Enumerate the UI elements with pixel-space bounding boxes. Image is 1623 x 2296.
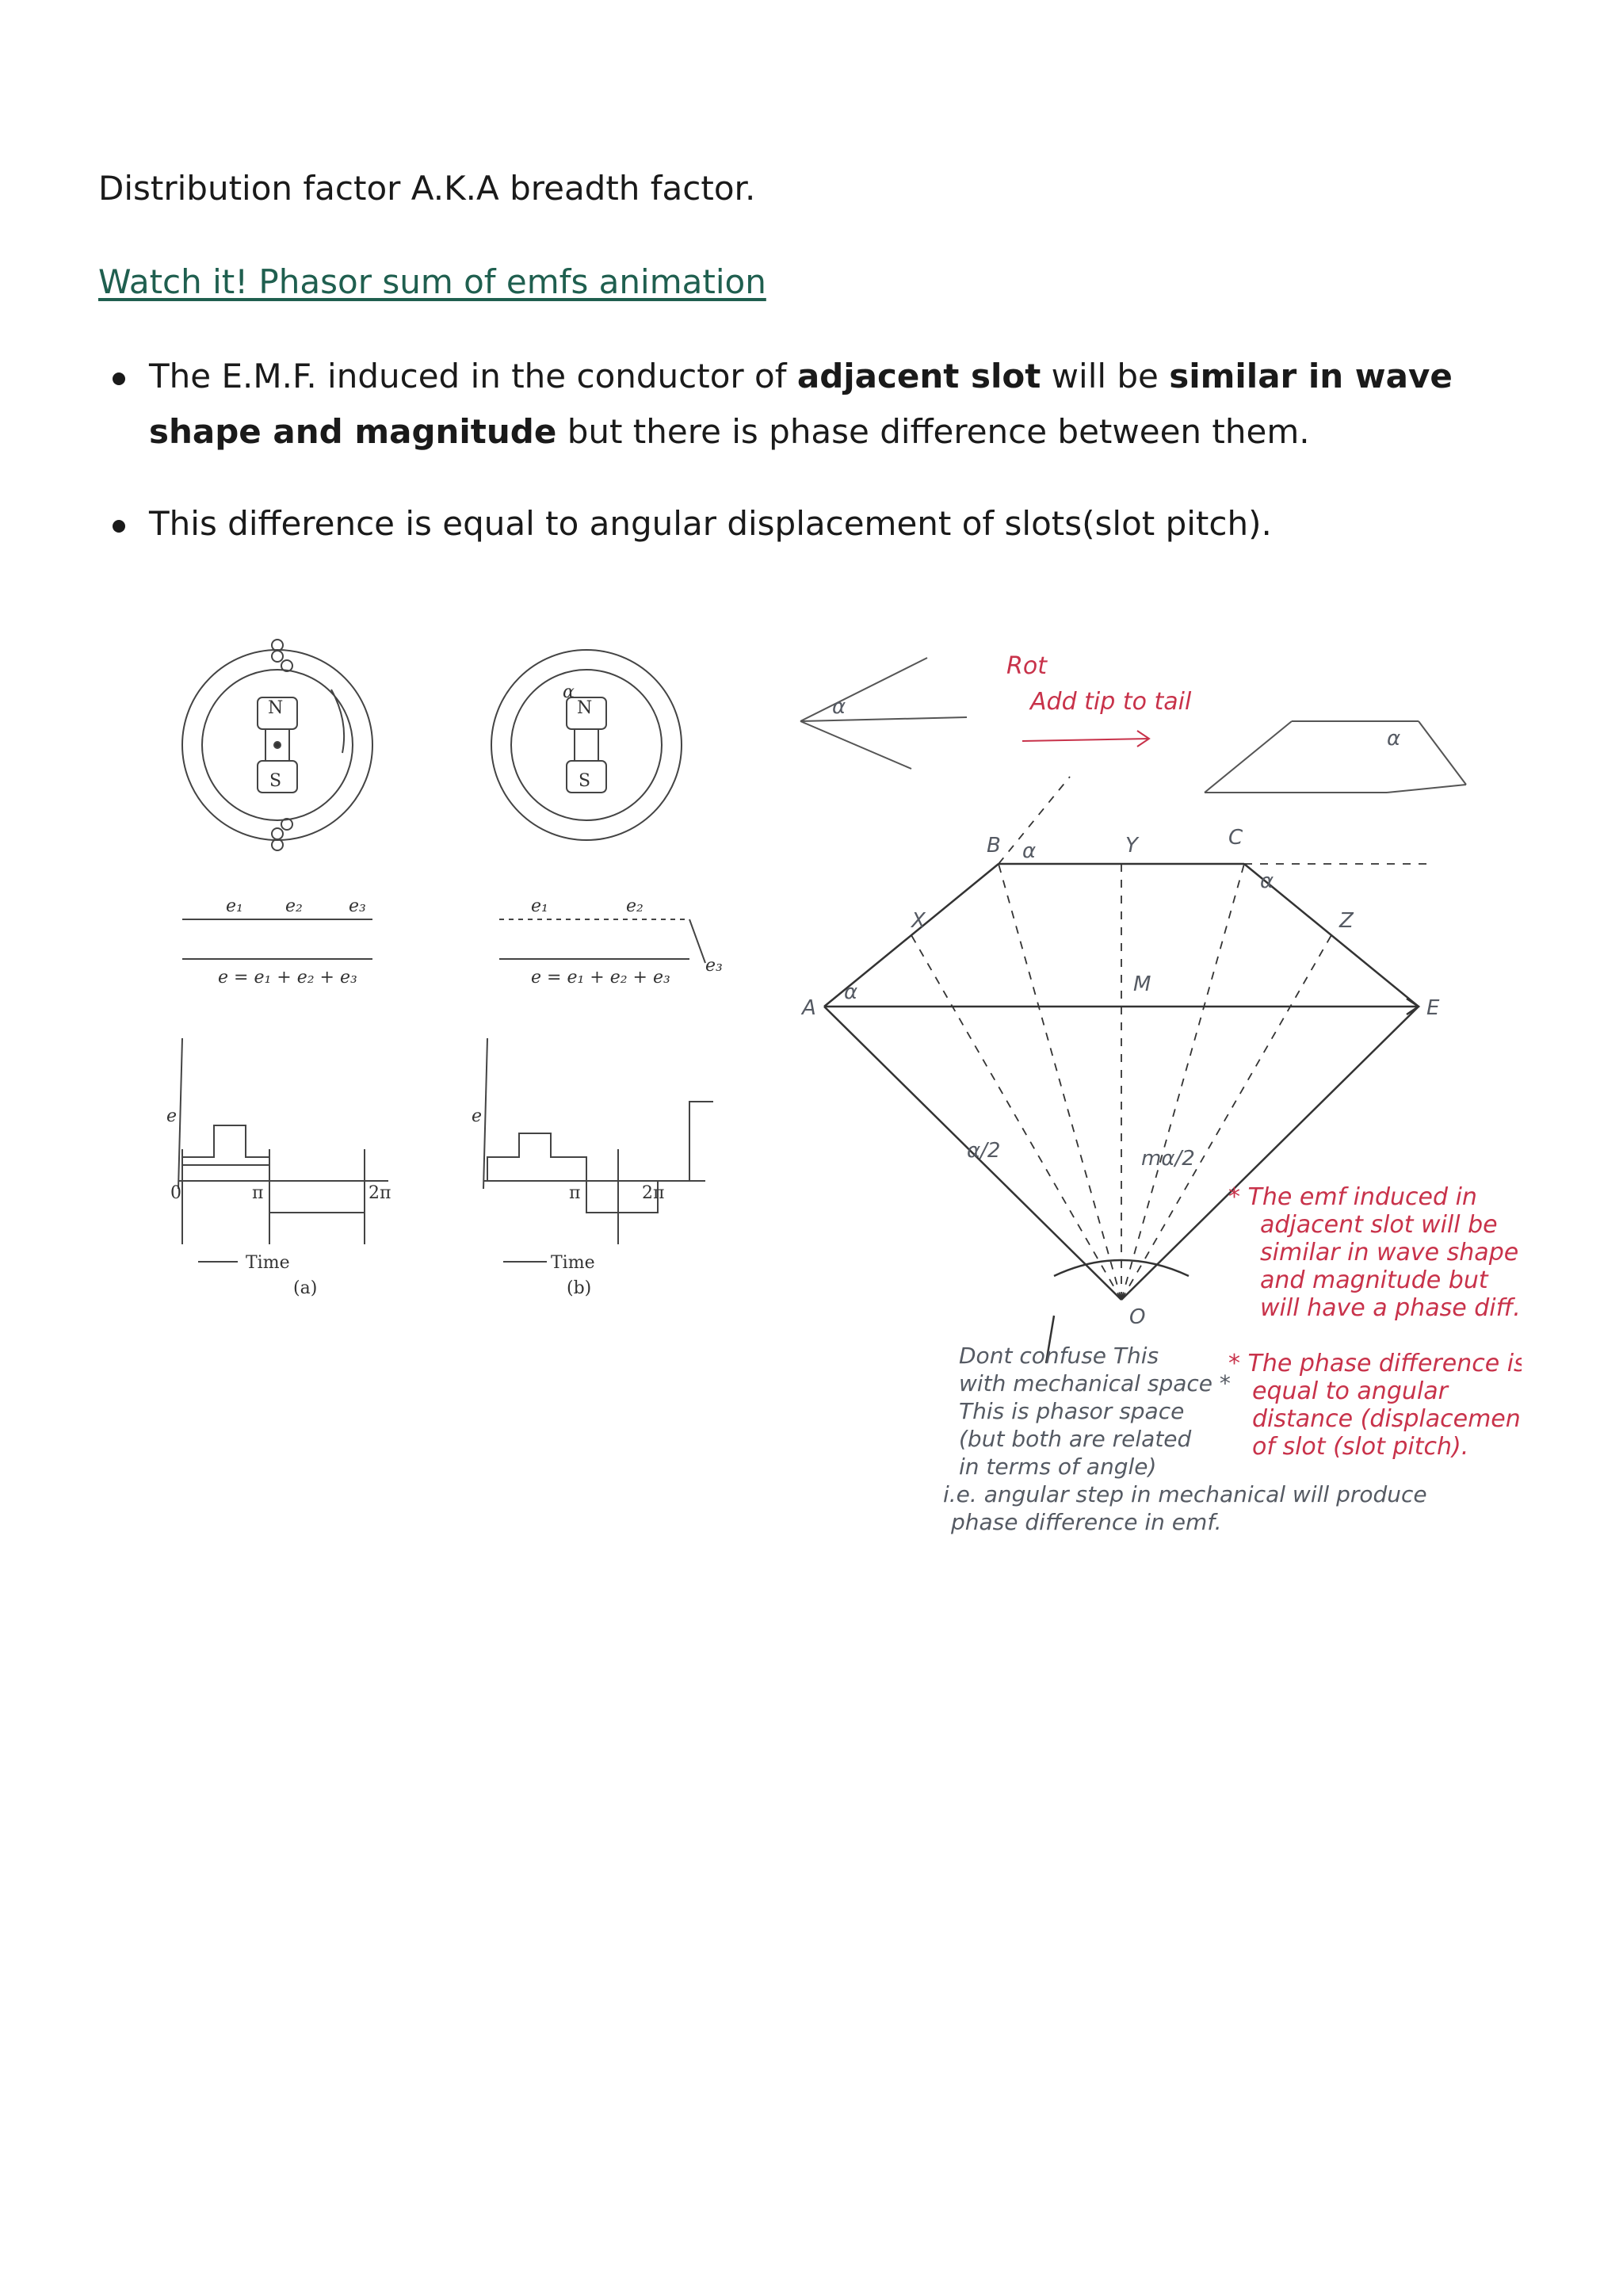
- point-m: M: [1133, 972, 1151, 996]
- point-a: A: [802, 996, 816, 1020]
- pole-s-label-b: S: [579, 771, 591, 791]
- pole-n-label-a: N: [268, 698, 284, 718]
- confuse-note-line-6: i.e. angular step in mechanical will produce: [943, 1481, 1427, 1507]
- e-axis-a: e: [166, 1106, 178, 1126]
- zero-label-a: 0: [170, 1183, 181, 1203]
- confuse-note-line-4: (but both are related: [959, 1426, 1192, 1452]
- phasor-diagram-svg: [119, 610, 1522, 1601]
- bullet1-bold-2: similar in wave shape and magnitude: [149, 357, 1453, 451]
- emf-note-line-5: will have a phase diff.: [1260, 1294, 1521, 1322]
- emf-note: [1228, 1183, 1521, 1322]
- point-e: E: [1426, 996, 1440, 1020]
- sum-eq-a: e = e₁ + e₂ + e₃: [218, 968, 357, 988]
- e3-label-b: e₃: [705, 956, 723, 976]
- bullet-list: [98, 349, 1477, 588]
- red-annotations-top: [1006, 652, 1192, 716]
- e-axis-b: e: [472, 1106, 483, 1126]
- textbook-figure-b: [483, 650, 713, 1262]
- time-label-a: Time: [246, 1253, 290, 1273]
- small-phasor-sketch: [800, 658, 1466, 793]
- phase-note: [1228, 1350, 1522, 1461]
- angle-alpha-a: α: [844, 980, 858, 1004]
- bullet1-text-2: will be: [1041, 357, 1170, 395]
- point-o: O: [1129, 1305, 1146, 1329]
- confuse-note-line-1: Dont confuse This: [959, 1343, 1159, 1369]
- confuse-note-line-3: This is phasor space: [959, 1398, 1185, 1424]
- textbook-labels-a: [166, 698, 391, 1298]
- textbook-labels-b: [472, 682, 723, 1298]
- bullet1-bold-1: adjacent slot: [796, 357, 1041, 395]
- phase-note-line-1: * The phase difference is: [1228, 1350, 1522, 1377]
- two-pi-label-b: 2π: [642, 1183, 665, 1203]
- add-tip-arrow: [1022, 731, 1149, 747]
- angle-alpha-c: α: [1260, 869, 1274, 893]
- emf-note-line-1: * The emf induced in: [1228, 1183, 1477, 1211]
- rot-note: Rot: [1006, 652, 1047, 680]
- point-y: Y: [1125, 834, 1138, 858]
- bullet1-text-3: but there is phase difference between them.: [556, 412, 1310, 451]
- two-pi-label-a: 2π: [369, 1183, 391, 1203]
- emf-note-line-2: adjacent slot will be: [1260, 1211, 1498, 1239]
- angle-alpha-b: α: [1022, 839, 1037, 863]
- confuse-note-line-5: in terms of angle): [959, 1454, 1157, 1480]
- intro-text: Distribution factor A.K.A breadth factor.: [98, 169, 756, 208]
- point-z: Z: [1339, 909, 1354, 933]
- e2-label-b: e₂: [626, 896, 643, 916]
- emf-note-line-3: similar in wave shape: [1260, 1239, 1519, 1266]
- phase-note-line-2: equal to angular: [1252, 1377, 1448, 1405]
- caption-b: (b): [567, 1278, 592, 1298]
- bullet-emf-similarity: [98, 349, 1477, 460]
- textbook-figure-a: [178, 640, 388, 1262]
- e3-label-a: e₃: [349, 896, 366, 916]
- e1-label-a: e₁: [226, 896, 243, 916]
- animation-link[interactable]: Watch it! Phasor sum of emfs animation: [98, 262, 766, 301]
- m-alpha-label: mα/2: [1141, 1147, 1195, 1171]
- half-alpha-label: α/2: [967, 1139, 1001, 1163]
- alpha-small-2: α: [1387, 727, 1401, 751]
- alpha-label-b: α: [563, 682, 575, 702]
- point-c: C: [1228, 826, 1243, 850]
- caption-a: (a): [293, 1278, 318, 1298]
- phase-note-line-3: distance (displacement): [1252, 1405, 1522, 1433]
- phase-note-line-4: of slot (slot pitch).: [1252, 1433, 1469, 1461]
- confuse-note-line-7: phase difference in emf.: [951, 1509, 1222, 1535]
- time-label-b: Time: [551, 1253, 595, 1273]
- phasor-figure: [119, 610, 1522, 1601]
- pole-n-label-b: N: [577, 698, 593, 718]
- bullet-slot-pitch: This difference is equal to angular displacement of slots(slot pitch).: [98, 496, 1477, 552]
- point-b: B: [987, 834, 1001, 858]
- confuse-note-line-2: with mechanical space *: [959, 1370, 1231, 1396]
- e1-label-b: e₁: [531, 896, 548, 916]
- alpha-small-1: α: [832, 695, 846, 719]
- emf-note-line-4: and magnitude but: [1260, 1266, 1488, 1294]
- point-x: X: [911, 909, 926, 933]
- e2-label-a: e₂: [285, 896, 303, 916]
- pi-label-a: π: [252, 1183, 264, 1203]
- add-tip-note: Add tip to tail: [1030, 688, 1192, 716]
- sum-eq-b: e = e₁ + e₂ + e₃: [531, 968, 670, 988]
- pole-s-label-a: S: [269, 771, 282, 791]
- pi-label-b: π: [569, 1183, 581, 1203]
- bullet1-text-1: The E.M.F. induced in the conductor of: [149, 357, 797, 395]
